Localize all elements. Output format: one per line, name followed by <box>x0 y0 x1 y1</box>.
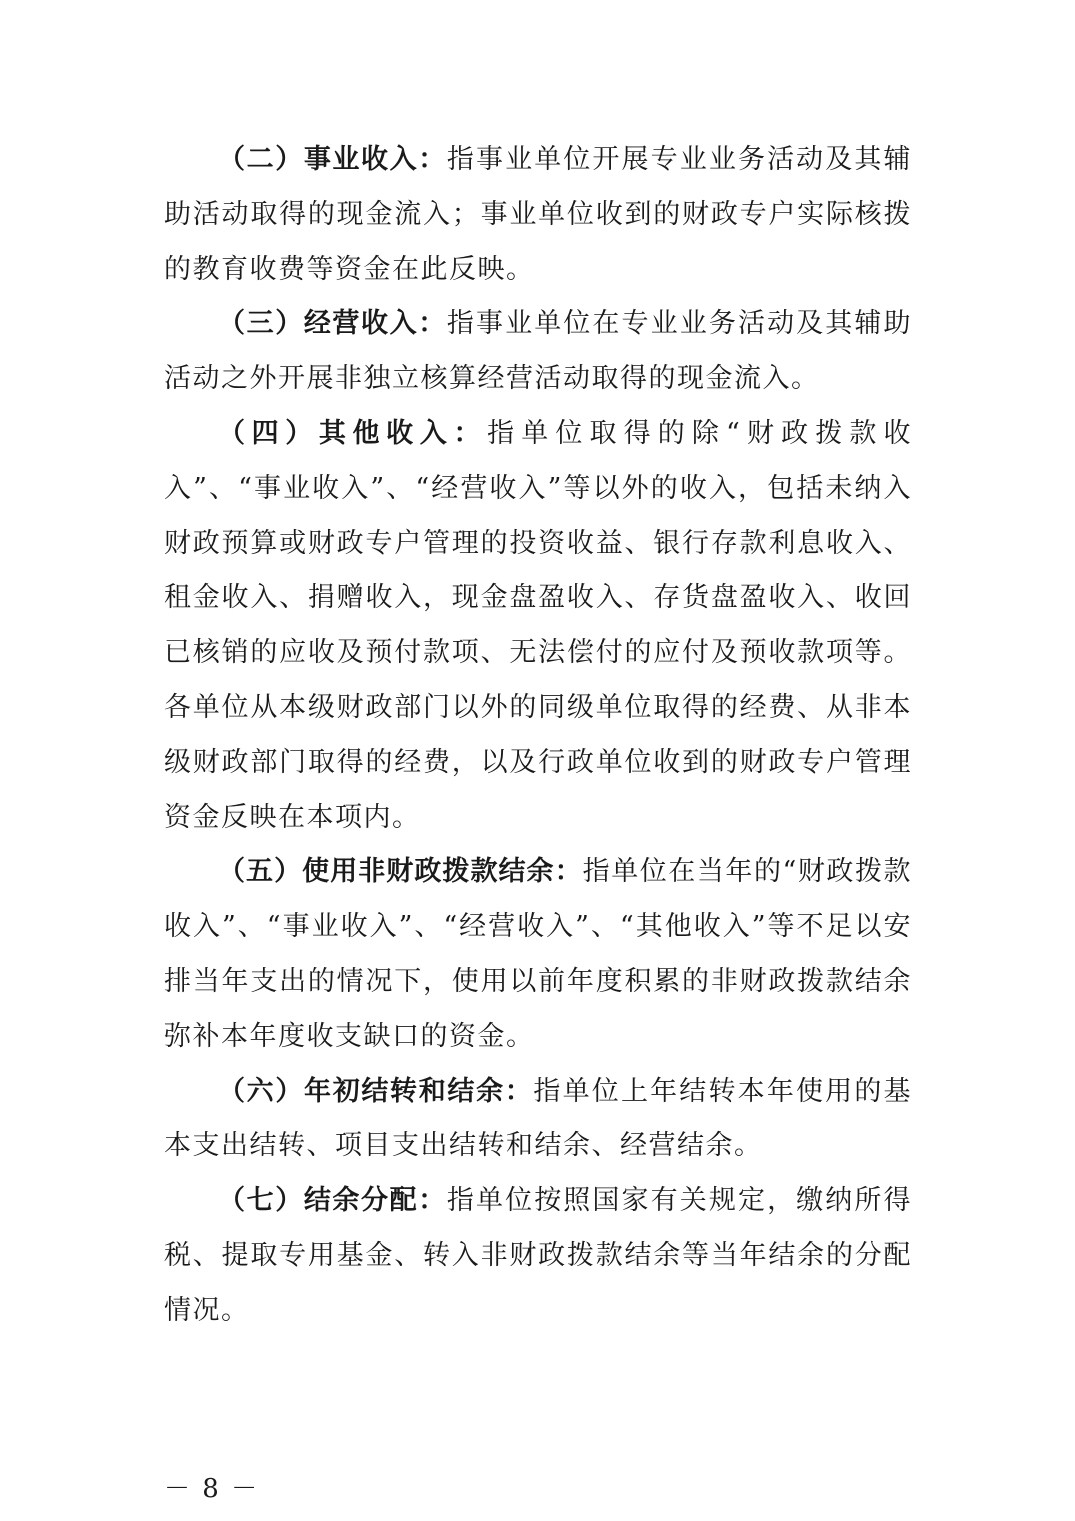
paragraph-text: 指事业单位开展专业业务活动及其辅助活动取得的现金流入；事业单位收到的财政专户实际核拨的教育收费等资金在此反映。 <box>164 144 913 285</box>
paragraph-text: 指单位取得的除“财政拨款收入”、“事业收入”、“经营收入”等以外的收入，包括未纳入财政预算或财政专户管理的投资收益、银行存款利息收入、租金收入、捐赠收入，现金盘盈收入、存货盘盈收入、收回已核销的应收及预付款项、无法偿付的应付及预收款项等。各单位从本级财政部门以外的同级单位取得的经费、从非本级财政部门取得的经费，以及行政单位收到的财政专户管理资金反映在本项内。 <box>164 417 912 833</box>
paragraph-operating-income <box>164 297 912 407</box>
paragraph-carryover <box>164 1065 912 1175</box>
paragraph-heading: （三）经营收入： <box>218 308 447 340</box>
paragraph-non-fiscal-surplus <box>164 845 912 1064</box>
paragraph-heading: （四）其他收入： <box>218 417 488 449</box>
paragraph-heading: （五）使用非财政拨款结余： <box>218 856 583 888</box>
page-number: － 8 － <box>164 1474 260 1504</box>
paragraph-text: 指单位上年结转本年使用的基本支出结转、项目支出结转和结余、经营结余。 <box>164 1075 913 1162</box>
paragraph-text: 指单位按照国家有关规定，缴纳所得税、提取专用基金、转入非财政拨款结余等当年结余的分配情况。 <box>164 1185 913 1326</box>
paragraph-surplus-distribution <box>164 1174 912 1338</box>
paragraph-heading: （二）事业收入： <box>218 144 447 175</box>
document-body <box>164 133 912 1339</box>
paragraph-heading: （七）结余分配： <box>218 1185 447 1217</box>
paragraph-other-income <box>164 407 912 845</box>
paragraph-text: 指单位在当年的“财政拨款收入”、“事业收入”、“经营收入”、“其他收入”等不足以安排当年支出的情况下，使用以前年度积累的非财政拨款结余弥补本年度收支缺口的资金。 <box>164 856 913 1052</box>
paragraph-text: 指事业单位在专业业务活动及其辅助活动之外开展非独立核算经营活动取得的现金流入。 <box>164 308 913 395</box>
paragraph-heading: （六）年初结转和结余： <box>218 1075 534 1107</box>
paragraph-business-income <box>164 133 912 297</box>
